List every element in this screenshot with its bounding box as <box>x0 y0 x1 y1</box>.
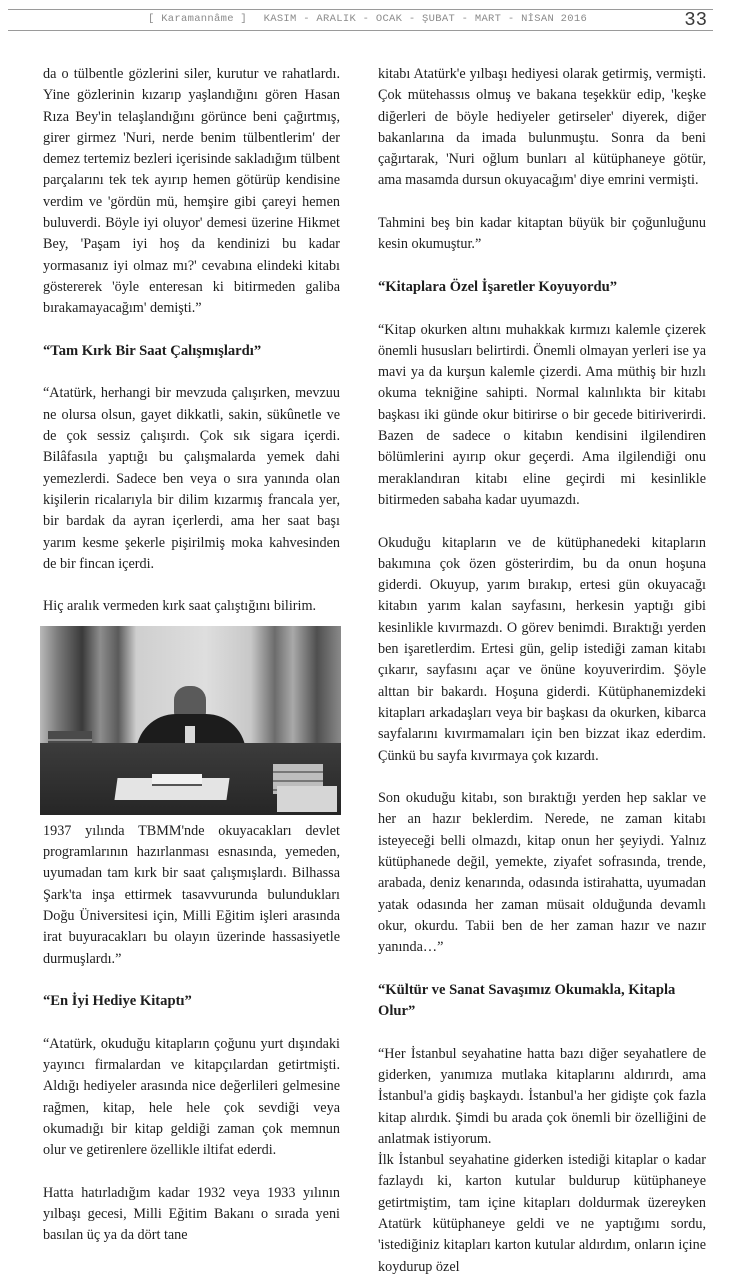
paragraph: Son okuduğu kitabı, son bıraktığı yerden hep saklar ve her an hazır beklerdim. Nerede, ne zaman kitabı isteyeceği belli olmazdı, kitap onun her şeyiydi. Yalnız kütüphanede değil, yemekte, ziyafet sofrasında, trende, arabada, deniz kenarında, odasında istirahatta, uyumadan yatak odasında her zaman müsait olduğunda devamlı okur, okurdu. Tabii ben de her zaman hazır ve nazır yanında…” <box>378 790 706 956</box>
paragraph: 1937 yılında TBMM'nde okuyacakları devlet programlarının hazırlanması esnasında, yemeden, uyumadan tam kırk bir saat çalışmışlardı. Bilhassa Şark'ta inşa ettirmek tasavvurunda bulundukları Doğu Üniversitesi için, Milli Eğitim işleri arasında irat buyuracakları bu olayın üzerinde hassasiyetle durmuşlardı.” <box>43 822 340 967</box>
header-meta <box>148 13 587 25</box>
section-heading: “Tam Kırk Bir Saat Çalışmışlardı” <box>43 342 262 359</box>
section-heading: “En İyi Hediye Kitaptı” <box>43 993 192 1010</box>
issue-dates: KASIM - ARALIK - OCAK - ŞUBAT - MART - NİSAN 2016 <box>263 13 588 25</box>
paragraph: İlk İstanbul seyahatine giderken istediği kitaplar o kadar fazlaydı ki, karton kutular buldurup kütüphaneye getirtmiştim, tam içine kitapları doldurmak üzereyken Atatürk kütüphaneye geldi ve ne yaptığımı sordu, 'istediğiniz kitapları karton kutular aldırdım, onların içine koydurup özel <box>378 1152 706 1275</box>
paragraph: “Her İstanbul seyahatine hatta bazı diğer seyahatlere de giderken, yanımıza mutlaka kitaplarını aldırırdı, ama İstanbul'a gidiş başkaydı. İstanbul'a her gidişte çok fazla kitap alırdık. Şimdi bu arada çok önemli bir özelliğini de anlatmak istiyorum. <box>378 1045 706 1147</box>
ataturk-reading-photo <box>40 626 341 815</box>
page-number: 33 <box>684 9 707 31</box>
paragraph: da o tülbentle gözlerini siler, kurutur ve rahatlardı. Yine gözlerinin kızarıp yaşlandığını gören Hasan Rıza Bey'in telaşlandığını görünce beni çağırtmış, girer girmez 'Nuri, nerde benim tülbentlerim' der demez tertemiz bezleri içerisinde sakladığım tülbent parçalarını tek tek ayırıp hemen götürüp kendisine verdim ve 'gördün mü, hemşire gibi çareyi hemen buluverdi. Böyle iyi oluyor' demesi üzerine Hikmet Bey, 'Paşam iyi hoş da kendinizi bu kadar yormasanız iyi olmaz mı?' cevabına elindeki kitabı göstererek 'öyle enteresan ki bitirmeden galiba bırakamayacağım' demişti.” <box>43 66 340 317</box>
paragraph: Hatta hatırladığım kadar 1932 veya 1933 yılının yılbaşı gecesi, Milli Eğitim Bakanı o sırada yeni basılan üç ya da dört tane <box>43 1184 340 1244</box>
paper-right <box>277 786 337 812</box>
paragraph: Tahmini beş bin kadar kitaptan büyük bir çoğunluğunu kesin okumuştur.” <box>378 215 706 253</box>
paragraph: Hiç aralık vermeden kırk saat çalıştığını bilirim. <box>43 598 317 615</box>
paragraph: Okuduğu kitapların ve de kütüphanedeki kitapların bakımına çok özen gösterirdim, bu da onun hoşuna giderdi. Okuyup, yarım bırakıp, ertesi gün okuyacağı kitabın yarım kalan sayfasını, herkesin yaptığı gibi kesinlikle kıvırmazdı. O görev benimdi. Bıraktığı yerden ben işaretlerdim. Ertesi gün, gelip istediği zaman kitabı çıkarır, sayfasını açar ve önüne koyuverirdim. Şöyle alttan bir bakardı. Hoşuna giderdi. Kütüphanemizdeki kitapları arkadaşları veya bir başkası da okurken, kibarca sayfalarını kıvırmamaları için ben bizzat ikaz ederdim. Çünkü bu sayfa kıvırmaya çok kızardı. <box>378 534 706 764</box>
section-heading: “Kültür ve Sanat Savaşımız Okumakla, Kitapla Olur” <box>378 981 676 1020</box>
figure-collar <box>185 726 195 744</box>
paragraph: “Atatürk, okuduğu kitapların çoğunu yurt dışındaki yayıncı firmalardan ve kitapçılardan getirtmişti. Aldığı hediyeler arasında nice değerlileri gelmesine rağmen, kitap, hele hele çok sevdiği veya okumadığı bir kitap geldiği zaman çok memnun olur ve getirenlere özellikle iltifat ederdi. <box>43 1035 340 1159</box>
publication-name: [ Karamannâme ] <box>148 13 248 25</box>
paragraph: “Atatürk, herhangi bir mevzuda çalışırken, mevzuu ne olursa olsun, gayet dikkatli, sakin, sükûnetle ve de çok sessiz çalışırdı. Çok sık sigara içerdi. Bilâfasıla yaptığı bu çalışmalarda yemek dahi yemezlerdi. Sadece ben veya o sıra yanında olan kişilerin ricalarıyla bir dilim kızarmış francala yer, bir bardak da ayran içerlerdi, ama her saat başı yarım kesme şekerle pişirilmiş moka kahvesinden de bir fincan içerdi. <box>43 385 340 572</box>
section-heading: “Kitaplara Özel İşaretler Koyuyordu” <box>378 278 618 295</box>
paragraph: “Kitap okurken altını muhakkak kırmızı kalemle çizerek önemli hususları belirtirdi. Önemli olmayan yerleri ise ya mavi ya da kurşun kalemle çizerdi. Ama müthiş bir hızlı okuma tekniğine sahipti. Normal kalınlıkta bir kitabı başkası iki günde okur bitirirse o bir gecede bitiriverirdi. Bazen de sadece o kitabın kendisini ilgilendiren bölümlerini ayırıp okur geçerdi. Ama ilgilendiği onu meraklandıran kitabı eline geçirdi mi kesinlikle bitirmeden sabaha kadar uyumazdı. <box>378 321 706 508</box>
paragraph: kitabı Atatürk'e yılbaşı hediyesi olarak getirmiş, vermişti. Çok mütehassıs olmuş ve bakana teşekkür edip, 'keşke diğerleri de böyle hediyeler getirseler' diyerek, diğer bakanlarına da imada bulunmuştu. Sonra da beni çağırtarak, 'Nuri oğlum bunları al kütüphaneye götür, ama masamda dursun okuyacağım' diye emrini vermişti. <box>378 66 706 189</box>
right-column <box>378 64 706 1278</box>
left-column <box>43 64 340 1247</box>
page-header <box>8 9 713 31</box>
open-book <box>152 774 202 786</box>
